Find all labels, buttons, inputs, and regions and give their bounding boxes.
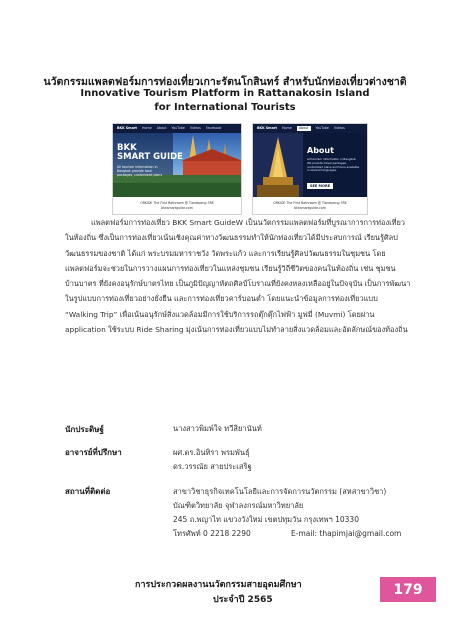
nav-item-about: About [156,125,167,130]
advisor-name-1: ผศ.ดร.อินทิรา พรมพันธุ์ [173,448,250,457]
nav-item-videos: Videos [189,125,201,130]
hero-title-smart-guide: SMART GUIDE [117,152,183,163]
about-description: All tourism information in Bangkok. We provide travel packages, customized plans and tours available in several languages. [307,157,360,173]
see-more-button: SEE MORE [307,183,333,189]
footer-caption: ORKIDE The First Bathroom @ Tianlepeng 3RE [140,201,214,205]
phone-number: โทรศัพท์ 0 2218 2290 [173,529,251,538]
footer-caption: ORKIDE The First Bathroom @ Tianlepeng 3RE [273,201,347,205]
page-title-thai: นวัตกรรมแพลตฟอร์มการท่องเที่ยวเกาะรัตนโกสินทร์ สำหรับนักท่องเที่ยวต่างชาติ [43,76,407,88]
website-screenshot-about [252,123,368,215]
hero-title-bkk: BKK [117,143,137,153]
nav-item-youtube: YouTube [315,125,329,130]
footer-url: bkksmartguide.com [161,206,193,210]
screenshot-nav-bar [253,124,367,133]
about-heading: About [307,146,334,155]
contact-phone-email-row [173,527,423,541]
contact-line-2: บัณฑิตวิทยาลัย จุฬาลงกรณ์มหาวิทยาลัย [173,501,304,510]
description-paragraph: แพลตฟอร์มการท่องเที่ยว BKK Smart GuideW เป็นนวัตกรรมแพลตฟอร์มที่บูรณาการการท่องเที่ยวในท้องถิ่น ซึ่งเป็นการท่องเที่ยวเน้นเชิงคุณค่าทางวัฒนธรรมทำให้นักท่องเที่ยวได้มีประสบการณ์ เรียนรู้ศิลปวัฒนธรรมของชาติ ได้แก่ พระบรมมหาราชวัง วัดพระแก้ว และการเรียนรู้ศิลปวัฒนธรรมในชุมชน โดยแพลตฟอร์มจะช่วยในการวางแผนการท่องเที่ยวในแหล่งชุมชน เรียนรู้วิถีชีวิตของคนในท้องถิ่น เช่น ชุมชนบ้านบาตร ที่ยังคงอนุรักษ์บาตรไทย เป็นภูมิปัญญาหัตถศิลป์โบราณที่ยังคงหลงเหลืออยู่ในปัจจุบัน เป็นการพัฒนาในรูปแบบการท่องเที่ยวอย่างยั่งยืน และการท่องเที่ยวคาร์บอนต่ำ โดยแนะนำข้อมูลการท่องเที่ยวแบบ “Walking Trip” เพื่อเน้นอนุรักษ์สิ่งแวดล้อมมีการใช้บริการรถตุ๊กตุ๊กไฟฟ้า มูฟมี่ (Muvmi) โดยผ่าน application ใช้ระบบ Ride Sharing มุ่งเน้นการท่องเที่ยวแบบไม่ทำลายสิ่งแวดล้อมและอัตลักษณ์ของท้องถิ่น [65,218,411,335]
contact-line-1: สาขาวิชาธุรกิจเทคโนโลยีและการจัดการนวัตกรรม (สหสาขาวิชา) [173,487,387,496]
contact-label: สถานที่ติดต่อ [65,487,111,496]
nav-item-home: Home [142,125,152,130]
website-screenshot-home [112,123,242,215]
page-number-badge: 179 [380,577,436,602]
screenshot-footer [253,197,367,214]
email-address: E-mail: thapimjai@gmail.com [291,529,402,538]
nav-item-videos: Videos [333,125,345,130]
nav-item-youtube: YouTube [171,125,185,130]
nav-brand: BKK Smart [117,125,138,130]
about-section [253,133,367,197]
nav-item-facebook: Facebook [205,125,222,130]
hero-subtitle: All tourism information in Bangkok provide local packages, customized plans [117,164,162,177]
competition-title: การประกวดผลงานนวัตกรรมสายอุดมศึกษา [135,580,302,590]
nav-brand: BKK Smart [257,125,278,130]
screenshot-footer [113,197,241,214]
nav-item-home: Home [282,125,292,130]
footer-url: bkksmartguide.com [294,206,326,210]
nav-item-about: About [298,125,309,130]
advisor-name-2: ดร.วรรณัย สายประเสริฐ [173,462,252,471]
hero-banner [113,133,241,197]
competition-year: ประจำปี 2565 [213,595,273,605]
screenshot-nav-bar [113,124,241,133]
inventor-value: นางสาวพิมพ์ใจ ทวีสิยานันท์ [173,424,262,433]
page-title-english-line-1: Innovative Tourism Platform in Rattanakosin Island [80,88,370,99]
hero-text [117,144,183,177]
contact-line-3: 245 ถ.พญาไท แขวงวังใหม่ เขตปทุมวัน กรุงเทพฯ 10330 [173,515,359,524]
page-title-english-line-2: for International Tourists [154,102,296,113]
inventor-label: นักประดิษฐ์ [65,425,104,434]
advisor-label: อาจารย์ที่ปรึกษา [65,448,122,457]
